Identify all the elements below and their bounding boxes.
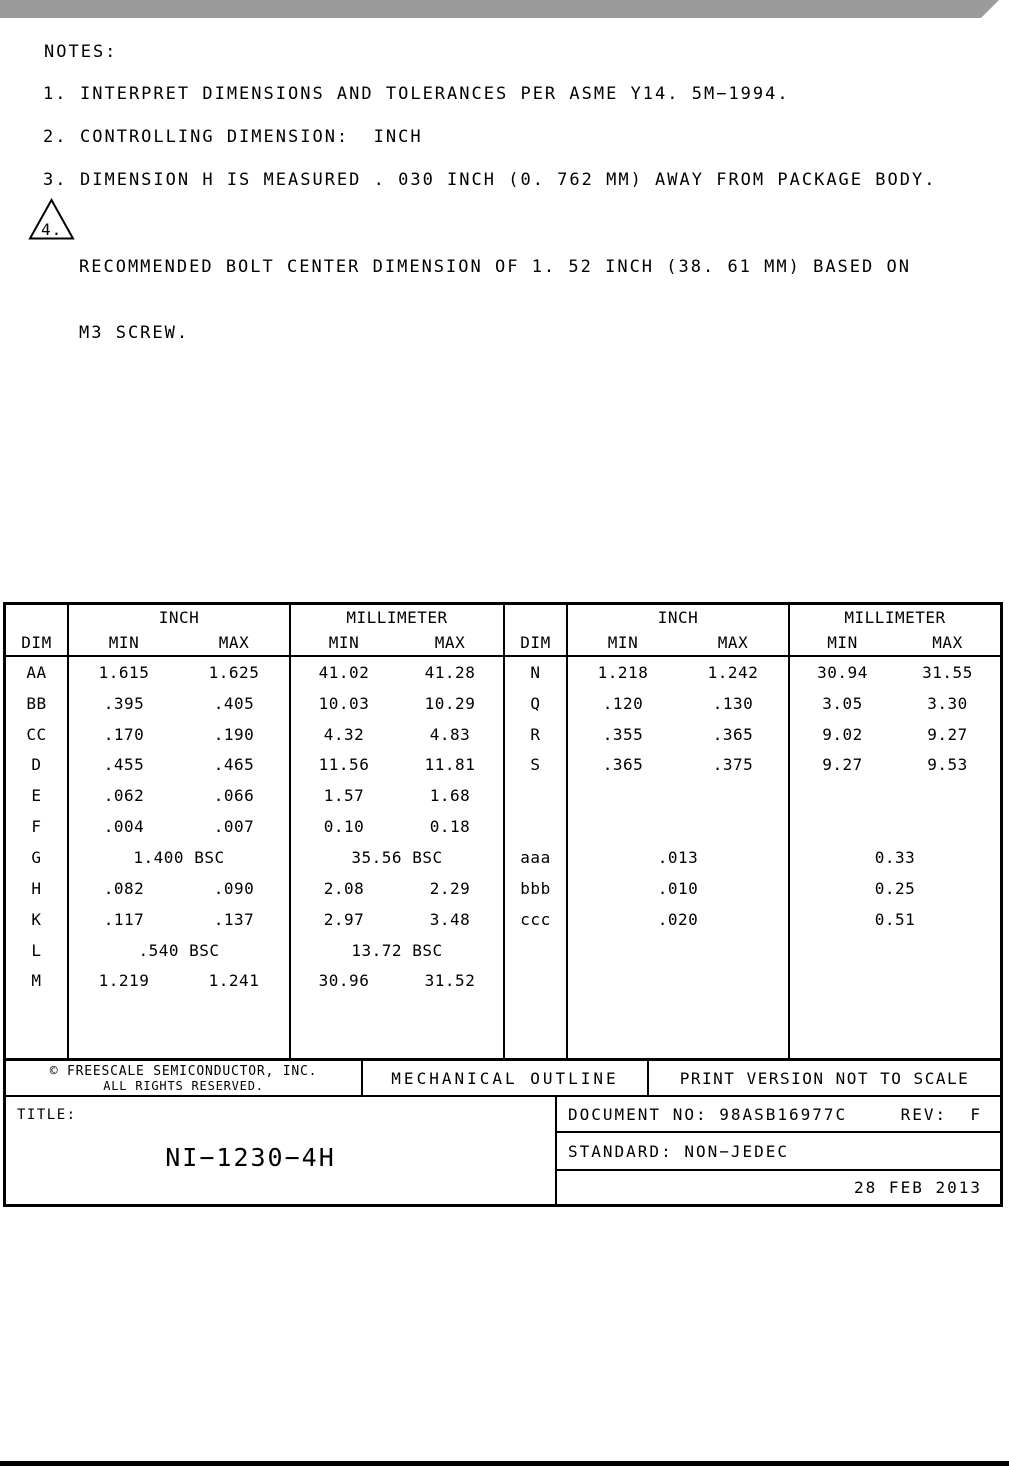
mm-cell bbox=[788, 780, 1000, 811]
dim-table-left-body bbox=[6, 657, 503, 1058]
note-item-1 bbox=[43, 84, 790, 105]
inch-cell bbox=[67, 996, 289, 1027]
note-number: 3. bbox=[43, 170, 68, 190]
table-row bbox=[6, 873, 503, 904]
dim-cell: N bbox=[530, 662, 541, 682]
inch-max-value: .190 bbox=[213, 724, 255, 744]
inch-span-value: .020 bbox=[657, 909, 699, 929]
table-row bbox=[6, 904, 503, 935]
mm-cell bbox=[788, 750, 1000, 781]
table-row bbox=[505, 719, 1000, 750]
mm-span-value: 0.33 bbox=[874, 847, 916, 867]
header-spacer bbox=[505, 605, 566, 630]
date: 28 FEB 2013 bbox=[854, 1178, 982, 1197]
mm-min-value: 9.02 bbox=[822, 724, 863, 744]
table-row bbox=[6, 657, 503, 688]
mm-min-value: 41.02 bbox=[318, 662, 370, 682]
inch-cell bbox=[566, 657, 788, 688]
inch-cell bbox=[67, 811, 289, 842]
inch-cell bbox=[566, 996, 788, 1027]
inch-cell bbox=[67, 842, 289, 873]
inch-min-value: 1.615 bbox=[98, 662, 150, 682]
table-row bbox=[505, 780, 1000, 811]
inch-span-value: 1.400 BSC bbox=[133, 847, 225, 867]
mm-cell bbox=[289, 688, 503, 719]
mm-min-value: 10.03 bbox=[318, 693, 370, 713]
inch-min-value: .395 bbox=[103, 693, 145, 713]
inch-max-value: 1.625 bbox=[208, 662, 260, 682]
dim-cell bbox=[505, 1027, 566, 1058]
inch-cell bbox=[566, 1027, 788, 1058]
inch-max-value: .405 bbox=[213, 693, 255, 713]
note-item-4 bbox=[79, 212, 911, 388]
inch-max-value: .066 bbox=[213, 786, 255, 806]
table-row bbox=[6, 935, 503, 966]
inch-max-value: .137 bbox=[213, 909, 255, 929]
document-info-column bbox=[557, 1097, 1000, 1204]
inch-cell bbox=[67, 780, 289, 811]
dim-cell: R bbox=[530, 724, 541, 744]
mm-max-value: 41.28 bbox=[424, 662, 476, 682]
dim-cell: E bbox=[31, 786, 42, 806]
table-row bbox=[505, 750, 1000, 781]
dim-column-header: DIM bbox=[520, 633, 551, 652]
mm-cell bbox=[788, 657, 1000, 688]
table-row bbox=[6, 719, 503, 750]
table-row bbox=[6, 842, 503, 873]
mm-min-value: 30.96 bbox=[318, 971, 370, 991]
notes-heading: NOTES: bbox=[44, 42, 118, 62]
inch-cell bbox=[67, 935, 289, 966]
mm-max-value: 1.68 bbox=[429, 786, 471, 806]
mm-max-value: 10.29 bbox=[424, 693, 476, 713]
mm-cell bbox=[289, 965, 503, 996]
inch-cell bbox=[566, 965, 788, 996]
mm-cell bbox=[788, 904, 1000, 935]
table-row bbox=[6, 780, 503, 811]
table-row bbox=[505, 935, 1000, 966]
millimeter-group-header: MILLIMETER bbox=[844, 608, 946, 627]
copyright-cell bbox=[6, 1061, 363, 1095]
table-row bbox=[505, 657, 1000, 688]
title-block-main-row bbox=[3, 1097, 1003, 1207]
dim-table-left-header bbox=[6, 605, 503, 657]
inch-max-value: .130 bbox=[712, 693, 754, 713]
dim-cell bbox=[6, 996, 67, 1027]
document-number-row bbox=[557, 1097, 1000, 1133]
inch-cell bbox=[566, 811, 788, 842]
table-row bbox=[505, 811, 1000, 842]
note-item-3 bbox=[43, 170, 936, 191]
inch-cell bbox=[566, 935, 788, 966]
mm-max-value: 3.48 bbox=[429, 909, 471, 929]
dim-cell bbox=[505, 965, 566, 996]
mm-max-value: 11.81 bbox=[424, 755, 476, 775]
inch-cell bbox=[67, 719, 289, 750]
mm-cell bbox=[289, 873, 503, 904]
min-column-header: MIN bbox=[827, 633, 858, 652]
dim-cell: K bbox=[31, 909, 42, 929]
note-number: 2. bbox=[43, 127, 68, 147]
dim-cell bbox=[505, 780, 566, 811]
inch-max-value: .090 bbox=[213, 878, 255, 898]
page-title: NI−1230−4H bbox=[165, 1143, 336, 1172]
inch-cell bbox=[566, 842, 788, 873]
mm-min-value: 0.10 bbox=[323, 817, 365, 837]
inch-span-value: .013 bbox=[657, 847, 699, 867]
note-item-2 bbox=[43, 127, 423, 148]
inch-min-value: .455 bbox=[103, 755, 145, 775]
mm-min-value: 2.08 bbox=[323, 878, 365, 898]
table-row bbox=[505, 842, 1000, 873]
max-column-header: MAX bbox=[932, 633, 963, 652]
inch-max-value: 1.241 bbox=[208, 971, 260, 991]
inch-max-value: .375 bbox=[712, 755, 754, 775]
inch-max-value: .365 bbox=[712, 724, 754, 744]
mm-min-value: 3.05 bbox=[822, 693, 863, 713]
note-flag-triangle-icon bbox=[28, 198, 75, 241]
mm-min-value: 11.56 bbox=[318, 755, 370, 775]
dim-cell: aaa bbox=[520, 847, 551, 867]
mm-min-value: 4.32 bbox=[323, 724, 365, 744]
copyright-line: ALL RIGHTS RESERVED. bbox=[103, 1078, 264, 1093]
dim-cell: L bbox=[31, 940, 42, 960]
max-column-header: MAX bbox=[717, 633, 749, 652]
mm-cell bbox=[788, 811, 1000, 842]
inch-min-value: .120 bbox=[602, 693, 644, 713]
note-text-line: RECOMMENDED BOLT CENTER DIMENSION OF 1. 52 INCH (38. 61 MM) BASED ON bbox=[79, 257, 911, 277]
note-text: CONTROLLING DIMENSION: INCH bbox=[80, 127, 423, 147]
mm-span-value: 13.72 BSC bbox=[351, 940, 443, 960]
mm-max-value: 31.55 bbox=[922, 662, 973, 682]
note-text bbox=[79, 212, 911, 388]
mm-cell bbox=[289, 780, 503, 811]
mm-max-value: 2.29 bbox=[429, 878, 471, 898]
dim-cell: D bbox=[31, 755, 42, 775]
inch-group-header: INCH bbox=[158, 608, 200, 627]
inch-cell bbox=[566, 904, 788, 935]
mm-max-value: 3.30 bbox=[927, 693, 968, 713]
dim-table-left-half bbox=[6, 605, 503, 1058]
inch-min-value: .004 bbox=[103, 817, 145, 837]
note-text: DIMENSION H IS MEASURED . 030 INCH (0. 762 MM) AWAY FROM PACKAGE BODY. bbox=[80, 170, 937, 190]
table-row bbox=[505, 965, 1000, 996]
dim-cell bbox=[6, 1027, 67, 1058]
inch-cell bbox=[67, 750, 289, 781]
document-number: DOCUMENT NO: 98ASB16977C bbox=[568, 1104, 848, 1124]
table-row bbox=[6, 811, 503, 842]
dim-cell: AA bbox=[26, 662, 47, 682]
dim-table-right-half bbox=[503, 605, 1000, 1058]
mm-max-value: 4.83 bbox=[429, 724, 471, 744]
mm-cell bbox=[289, 842, 503, 873]
inch-cell bbox=[67, 965, 289, 996]
mm-cell bbox=[289, 1027, 503, 1058]
mm-cell bbox=[289, 811, 503, 842]
mm-cell bbox=[289, 657, 503, 688]
mm-cell bbox=[289, 935, 503, 966]
dim-cell: Q bbox=[530, 693, 541, 713]
table-row bbox=[505, 904, 1000, 935]
mm-cell bbox=[788, 935, 1000, 966]
mm-min-value: 2.97 bbox=[323, 909, 365, 929]
table-row bbox=[505, 996, 1000, 1027]
note-text-line: M3 SCREW. bbox=[79, 323, 190, 343]
inch-min-value: .082 bbox=[103, 878, 145, 898]
dim-cell: CC bbox=[26, 724, 47, 744]
dim-column-header: DIM bbox=[21, 633, 52, 652]
mm-min-value: 1.57 bbox=[323, 786, 365, 806]
dim-cell bbox=[505, 811, 566, 842]
print-scale-cell: PRINT VERSION NOT TO SCALE bbox=[679, 1068, 970, 1088]
mm-cell bbox=[289, 719, 503, 750]
mm-max-value: 9.53 bbox=[927, 755, 968, 775]
inch-min-value: .117 bbox=[103, 909, 145, 929]
mm-span-value: 35.56 BSC bbox=[351, 847, 443, 867]
note-number: 1. bbox=[43, 84, 68, 104]
inch-cell bbox=[566, 688, 788, 719]
dimension-table bbox=[3, 602, 1003, 1061]
mm-cell bbox=[788, 996, 1000, 1027]
copyright-line: © FREESCALE SEMICONDUCTOR, INC. bbox=[49, 1063, 318, 1079]
inch-span-value: .010 bbox=[657, 878, 699, 898]
inch-cell bbox=[67, 688, 289, 719]
dim-cell bbox=[505, 996, 566, 1027]
inch-min-value: .355 bbox=[602, 724, 644, 744]
note-text: INTERPRET DIMENSIONS AND TOLERANCES PER ASME Y14. 5M−1994. bbox=[80, 84, 790, 104]
table-row bbox=[505, 873, 1000, 904]
inch-min-value: 1.219 bbox=[98, 971, 150, 991]
table-row bbox=[6, 1027, 503, 1058]
inch-cell bbox=[67, 873, 289, 904]
mm-min-value: 30.94 bbox=[817, 662, 868, 682]
mm-cell bbox=[788, 873, 1000, 904]
title-label: TITLE: bbox=[17, 1107, 77, 1123]
table-row bbox=[6, 996, 503, 1027]
millimeter-group-header: MILLIMETER bbox=[346, 608, 448, 627]
mm-cell bbox=[788, 1027, 1000, 1058]
table-row bbox=[505, 688, 1000, 719]
dim-cell: M bbox=[31, 971, 42, 991]
inch-cell bbox=[67, 1027, 289, 1058]
table-row bbox=[6, 688, 503, 719]
mm-cell bbox=[289, 750, 503, 781]
mm-cell bbox=[788, 965, 1000, 996]
inch-span-value: .540 BSC bbox=[138, 940, 220, 960]
mm-cell bbox=[788, 688, 1000, 719]
dim-cell: S bbox=[530, 755, 541, 775]
dim-cell: H bbox=[31, 878, 42, 898]
mm-cell bbox=[788, 842, 1000, 873]
dim-cell bbox=[505, 935, 566, 966]
mm-max-value: 9.27 bbox=[927, 724, 968, 744]
mm-cell bbox=[289, 996, 503, 1027]
inch-max-value: 1.242 bbox=[707, 662, 759, 682]
inch-min-value: .170 bbox=[103, 724, 145, 744]
dim-cell: bbb bbox=[520, 878, 551, 898]
header-spacer bbox=[6, 605, 67, 630]
min-column-header: MIN bbox=[328, 633, 360, 652]
mm-cell bbox=[788, 719, 1000, 750]
inch-cell bbox=[566, 750, 788, 781]
inch-max-value: .007 bbox=[213, 817, 255, 837]
note-number: 4. bbox=[41, 220, 63, 239]
table-row bbox=[505, 1027, 1000, 1058]
table-row bbox=[6, 750, 503, 781]
mm-span-value: 0.25 bbox=[874, 878, 916, 898]
inch-cell bbox=[566, 719, 788, 750]
inch-cell bbox=[566, 873, 788, 904]
inch-cell bbox=[67, 657, 289, 688]
page-top-banner bbox=[0, 0, 999, 18]
standard-row bbox=[557, 1133, 1000, 1171]
inch-min-value: .062 bbox=[103, 786, 145, 806]
mm-min-value: 9.27 bbox=[822, 755, 863, 775]
inch-group-header: INCH bbox=[657, 608, 699, 627]
dim-table-right-body bbox=[505, 657, 1000, 1058]
title-block-top-row bbox=[3, 1061, 1003, 1097]
mm-cell bbox=[289, 904, 503, 935]
max-column-header: MAX bbox=[434, 633, 466, 652]
inch-cell bbox=[566, 780, 788, 811]
inch-cell bbox=[67, 904, 289, 935]
inch-min-value: 1.218 bbox=[597, 662, 649, 682]
dim-cell: ccc bbox=[520, 909, 551, 929]
mechanical-outline-cell: MECHANICAL OUTLINE bbox=[363, 1061, 649, 1095]
title-cell bbox=[6, 1097, 557, 1204]
max-column-header: MAX bbox=[218, 633, 250, 652]
date-row bbox=[557, 1171, 1000, 1204]
mm-span-value: 0.51 bbox=[874, 909, 916, 929]
table-row bbox=[6, 965, 503, 996]
min-column-header: MIN bbox=[607, 633, 639, 652]
dim-cell: BB bbox=[26, 693, 47, 713]
inch-min-value: .365 bbox=[602, 755, 644, 775]
dim-cell: G bbox=[31, 847, 42, 867]
page-bottom-rule bbox=[0, 1461, 1009, 1466]
inch-max-value: .465 bbox=[213, 755, 255, 775]
dim-cell: F bbox=[31, 817, 42, 837]
mm-max-value: 0.18 bbox=[429, 817, 471, 837]
dim-table-right-header bbox=[505, 605, 1000, 657]
mm-max-value: 31.52 bbox=[424, 971, 476, 991]
revision: REV: F bbox=[900, 1104, 982, 1124]
standard: STANDARD: NON−JEDEC bbox=[568, 1141, 790, 1161]
min-column-header: MIN bbox=[108, 633, 140, 652]
